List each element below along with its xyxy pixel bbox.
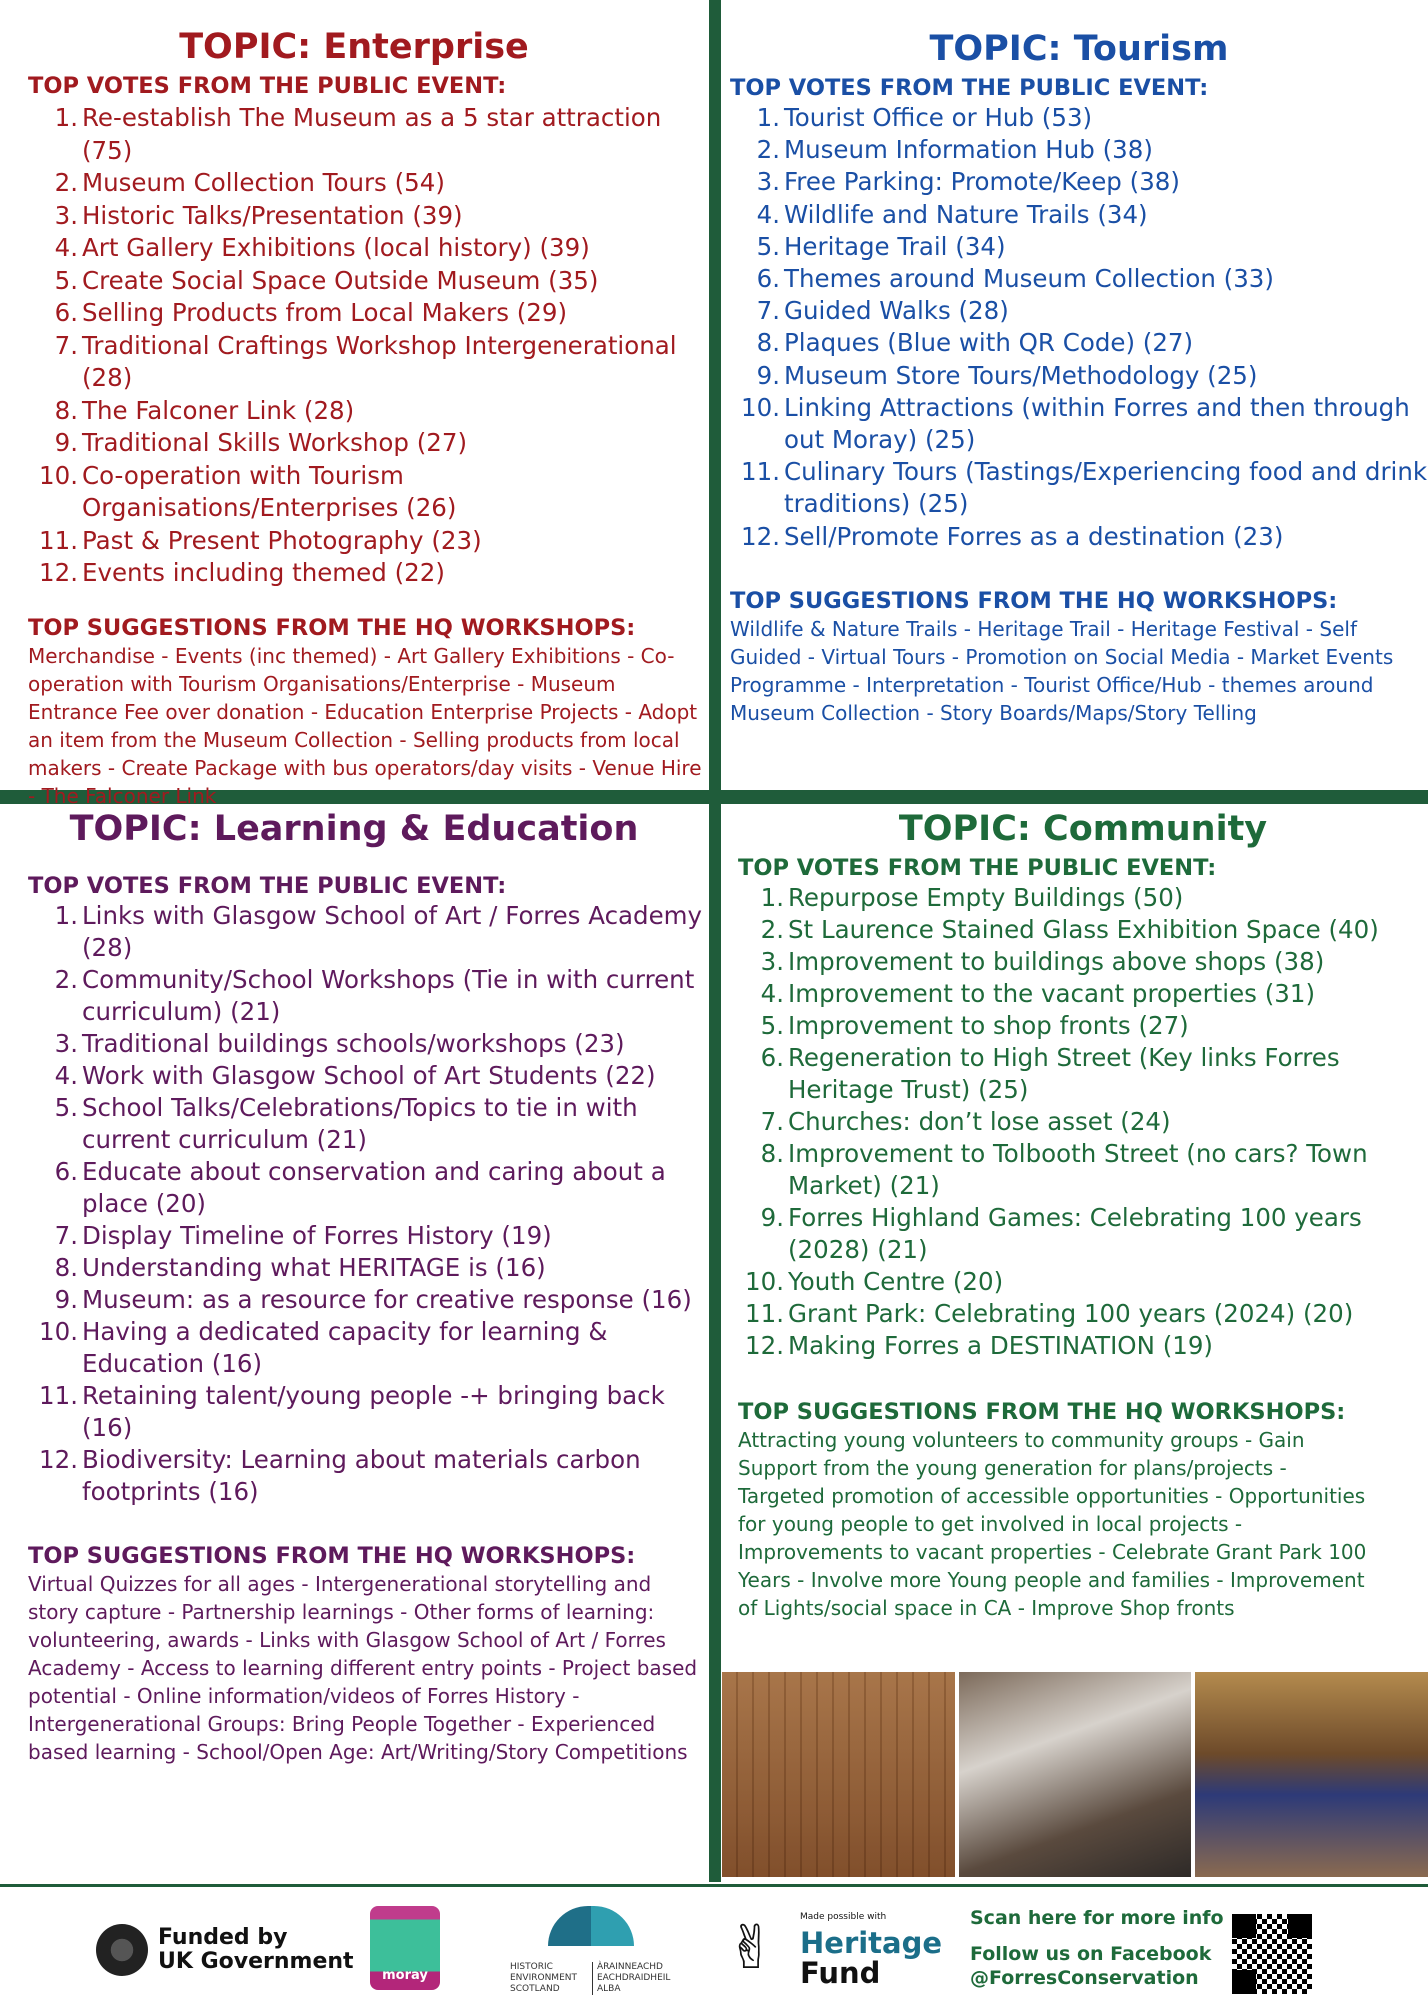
list-number: 1.	[54, 103, 78, 132]
list-text: St Laurence Stained Glass Exhibition Space (40)	[788, 915, 1379, 944]
footer	[0, 1888, 1428, 2000]
list-item	[28, 102, 708, 167]
list-item	[28, 395, 708, 428]
list-item	[738, 1042, 1428, 1106]
learning-votes-list	[28, 900, 708, 1508]
community-votes-heading: TOP VOTES FROM THE PUBLIC EVENT:	[738, 855, 1217, 881]
learning-suggestions-text: Virtual Quizzes for all ages - Intergenerational storytelling and story capture - Partnership learnings - Other forms of learning: volunteering, awards - Links with Glasgow School of Art / Forres Academy - Access to learning different entry points - Project based potential - Online information/videos of Forres History - Intergenerational Groups: Bring People Together - Experienced based learning - School/Open Age: Art/Writing/Story Competitions	[28, 1572, 698, 1764]
list-text: Improvement to buildings above shops (38)	[788, 947, 1325, 976]
list-text: Improvement to Tolbooth Street (no cars? Town Market) (21)	[788, 1139, 1368, 1200]
list-item	[28, 1156, 708, 1220]
enterprise-votes-list	[28, 102, 708, 590]
list-number: 10.	[39, 460, 78, 490]
list-text: Museum Information Hub (38)	[784, 135, 1153, 165]
list-item	[28, 460, 708, 525]
list-text: Guided Walks (28)	[784, 296, 1009, 326]
moray-council-logo: moray	[370, 1906, 440, 1990]
list-item	[28, 330, 708, 395]
list-text: Museum: as a resource for creative response (16)	[82, 1285, 692, 1314]
list-number: 6.	[760, 1043, 784, 1072]
list-number: 7.	[756, 296, 780, 326]
funded-by-uk-gov	[158, 1926, 354, 1974]
heritage-fund-small-text: Made possible with	[800, 1912, 887, 1922]
list-item	[730, 295, 1428, 327]
list-item	[28, 557, 708, 590]
tourism-votes-heading: TOP VOTES FROM THE PUBLIC EVENT:	[730, 75, 1209, 101]
list-item	[730, 166, 1428, 198]
list-text: Re-establish The Museum as a 5 star attraction (75)	[82, 103, 662, 165]
community-section	[722, 804, 1428, 1674]
list-item	[738, 1010, 1428, 1042]
list-text: Traditional Skills Workshop (27)	[82, 428, 468, 457]
list-text: Sell/Promote Forres as a destination (23)	[784, 521, 1284, 551]
list-number: 3.	[54, 200, 78, 230]
list-item	[738, 1106, 1428, 1138]
vertical-divider	[709, 0, 721, 1882]
list-number: 3.	[756, 167, 780, 197]
list-item	[28, 200, 708, 233]
community-title: TOPIC: Community	[898, 809, 1268, 849]
list-item	[738, 914, 1428, 946]
list-text: Churches: don’t lose asset (24)	[788, 1107, 1171, 1136]
list-text: Making Forres a DESTINATION (19)	[788, 1331, 1213, 1360]
funded-line-1: Funded by	[158, 1925, 288, 1950]
list-text: The Falconer Link (28)	[82, 395, 355, 425]
tourism-votes-list	[730, 102, 1428, 553]
list-text: Wildlife and Nature Trails (34)	[784, 199, 1148, 229]
list-item	[28, 1444, 708, 1508]
list-number: 9.	[54, 428, 78, 457]
list-text: Create Social Space Outside Museum (35)	[82, 265, 599, 295]
list-text: Repurpose Empty Buildings (50)	[788, 883, 1184, 912]
community-votes-list	[738, 882, 1428, 1362]
list-item	[28, 265, 708, 298]
funded-line-2: UK Government	[158, 1949, 354, 1974]
list-item	[730, 263, 1428, 295]
list-text: Past & Present Photography (23)	[82, 525, 482, 555]
list-number: 3.	[54, 1029, 78, 1058]
heritage-fund-heritage: Heritage	[800, 1926, 943, 1960]
list-item	[730, 199, 1428, 231]
list-number: 12.	[741, 521, 780, 551]
list-text: Youth Centre (20)	[788, 1267, 1004, 1296]
list-item	[28, 232, 708, 265]
list-item	[28, 900, 708, 964]
list-number: 2.	[54, 965, 78, 994]
list-text: Work with Glasgow School of Art Students (22)	[82, 1061, 656, 1090]
list-item	[730, 102, 1428, 134]
list-item	[730, 134, 1428, 166]
list-item	[28, 427, 708, 460]
list-number: 7.	[54, 1221, 78, 1250]
list-number: 7.	[54, 330, 78, 360]
list-text: Themes around Museum Collection (33)	[784, 264, 1274, 294]
list-item	[738, 1266, 1428, 1298]
learning-section	[0, 804, 708, 1882]
list-text: Links with Glasgow School of Art / Forres Academy (28)	[82, 901, 703, 962]
list-number: 2.	[756, 135, 780, 165]
follow-facebook: Follow us on Facebook	[970, 1943, 1212, 1965]
list-number: 2.	[760, 915, 784, 944]
list-text: Community/School Workshops (Tie in with current curriculum) (21)	[82, 965, 695, 1026]
tourism-section	[722, 0, 1428, 790]
event-photo	[959, 1672, 1192, 1877]
event-photo	[1195, 1672, 1428, 1877]
list-text: Events including themed (22)	[82, 558, 445, 587]
list-text: Museum Store Tours/Methodology (25)	[784, 360, 1258, 390]
list-text: Plaques (Blue with QR Code) (27)	[784, 328, 1194, 358]
list-item	[28, 167, 708, 200]
community-suggestions-heading: TOP SUGGESTIONS FROM THE HQ WORKSHOPS:	[738, 1399, 1346, 1425]
list-text: Understanding what HERITAGE is (16)	[82, 1253, 546, 1282]
list-number: 12.	[39, 1445, 78, 1474]
list-text: Educate about conservation and caring about a place (20)	[82, 1157, 666, 1218]
list-number: 1.	[54, 901, 78, 930]
list-text: Heritage Trail (34)	[784, 231, 1006, 261]
list-number: 4.	[54, 1061, 78, 1090]
list-item	[738, 946, 1428, 978]
list-item	[28, 1252, 708, 1284]
list-number: 8.	[760, 1139, 784, 1168]
list-item	[28, 525, 708, 558]
event-photo	[722, 1672, 955, 1877]
enterprise-suggestions-text: Merchandise - Events (inc themed) - Art Gallery Exhibitions - Co-operation with Tourism Organisations/Enterprise - Museum Entrance Fee over donation - Education Enterprise Projects - Adopt an item from the Museum Collection - Selling products from local makers - Create Package with bus operators/day visits - Venue Hire - The Falconer Link	[28, 643, 702, 808]
list-number: 9.	[760, 1203, 784, 1232]
list-item	[28, 1060, 708, 1092]
enterprise-section	[0, 0, 708, 808]
list-number: 11.	[39, 1381, 78, 1410]
list-number: 4.	[54, 233, 78, 262]
list-number: 12.	[745, 1331, 784, 1360]
list-number: 6.	[54, 1157, 78, 1186]
list-text: Grant Park: Celebrating 100 years (2024) (20)	[788, 1299, 1354, 1328]
list-text: Having a dedicated capacity for learning & Education (16)	[82, 1317, 608, 1378]
list-item	[28, 297, 708, 330]
list-item	[730, 231, 1428, 263]
list-number: 10.	[741, 392, 780, 422]
learning-title: TOPIC: Learning & Education	[69, 809, 639, 849]
community-suggestions-text: Attracting young volunteers to community groups - Gain Support from the young generation for plans/projects - Targeted promotion of accessible opportunities - Opportunities for young people to get involved in local projects - Improvements to vacant properties - Celebrate Grant Park 100 Years - Involve more Young people and families - Improvement of Lights/social space in CA - Improve Shop fronts	[738, 1428, 1367, 1620]
lottery-hand-icon: ✌	[726, 1913, 777, 1983]
list-item	[738, 1202, 1428, 1266]
footer-divider	[0, 1884, 1428, 1887]
event-photos	[722, 1672, 1428, 1877]
list-item	[28, 1092, 708, 1156]
learning-votes-heading: TOP VOTES FROM THE PUBLIC EVENT:	[28, 873, 507, 899]
crest-icon	[96, 1924, 148, 1976]
list-item	[738, 882, 1428, 914]
list-number: 10.	[39, 1317, 78, 1346]
list-item	[738, 1298, 1428, 1330]
list-number: 8.	[54, 395, 78, 425]
heritage-fund-fund: Fund	[800, 1956, 881, 1990]
list-number: 7.	[760, 1107, 784, 1136]
list-item	[28, 964, 708, 1028]
qr-code-icon[interactable]	[1232, 1914, 1312, 1994]
list-text: Traditional buildings schools/workshops (23)	[82, 1029, 625, 1058]
list-number: 5.	[756, 231, 780, 261]
list-number: 2.	[54, 168, 78, 197]
list-item	[730, 521, 1428, 553]
list-item	[28, 1220, 708, 1252]
list-number: 5.	[760, 1011, 784, 1040]
list-number: 6.	[756, 264, 780, 294]
learning-suggestions-heading: TOP SUGGESTIONS FROM THE HQ WORKSHOPS:	[28, 1543, 636, 1569]
list-number: 12.	[39, 558, 78, 587]
list-text: Art Gallery Exhibitions (local history) (39)	[82, 233, 590, 262]
list-text: Improvement to the vacant properties (31)	[788, 979, 1316, 1008]
list-text: Biodiversity: Learning about materials carbon footprints (16)	[82, 1445, 641, 1506]
list-number: 3.	[760, 947, 784, 976]
list-text: Historic Talks/Presentation (39)	[82, 200, 463, 230]
list-number: 8.	[54, 1253, 78, 1282]
hes-text-right: ÀRAINNEACHD EACHDRAIDHEIL ALBA	[592, 1962, 679, 1995]
list-number: 9.	[756, 360, 780, 390]
list-number: 8.	[756, 328, 780, 358]
enterprise-votes-heading: TOP VOTES FROM THE PUBLIC EVENT:	[28, 73, 507, 99]
list-number: 1.	[760, 883, 784, 912]
list-text: Linking Attractions (within Forres and then through out Moray) (25)	[784, 392, 1410, 455]
list-text: Traditional Craftings Workshop Intergenerational (28)	[82, 330, 677, 392]
enterprise-suggestions-heading: TOP SUGGESTIONS FROM THE HQ WORKSHOPS:	[28, 614, 636, 641]
hes-text-left: HISTORIC ENVIRONMENT SCOTLAND	[510, 1962, 577, 1994]
list-text: Display Timeline of Forres History (19)	[82, 1221, 552, 1250]
scan-text: Scan here for more info	[970, 1907, 1224, 1929]
list-text: Museum Collection Tours (54)	[82, 168, 445, 197]
list-item	[730, 392, 1428, 456]
list-number: 6.	[54, 298, 78, 327]
list-number: 11.	[741, 457, 780, 487]
list-text: Culinary Tours (Tastings/Experiencing food and drink traditions) (25)	[784, 457, 1428, 519]
list-text: Tourist Office or Hub (53)	[784, 103, 1093, 132]
list-number: 10.	[745, 1267, 784, 1296]
list-item	[730, 360, 1428, 392]
list-item	[28, 1028, 708, 1060]
list-item	[28, 1316, 708, 1380]
enterprise-title: TOPIC: Enterprise	[179, 27, 529, 67]
list-number: 11.	[745, 1299, 784, 1328]
tourism-title: TOPIC: Tourism	[929, 29, 1229, 69]
list-text: Improvement to shop fronts (27)	[788, 1011, 1189, 1040]
hes-logo-icon	[548, 1906, 634, 1946]
list-text: Co-operation with Tourism Organisations/Enterprises (26)	[82, 460, 457, 522]
list-text: Selling Products from Local Makers (29)	[82, 298, 568, 327]
list-text: Retaining talent/young people -+ bringing back (16)	[82, 1381, 665, 1442]
list-item	[738, 1330, 1428, 1362]
list-text: Forres Highland Games: Celebrating 100 years (2028) (21)	[788, 1203, 1362, 1264]
list-number: 5.	[54, 1093, 78, 1122]
list-number: 11.	[39, 525, 78, 555]
list-item	[730, 327, 1428, 359]
tourism-suggestions-heading: TOP SUGGESTIONS FROM THE HQ WORKSHOPS:	[730, 587, 1338, 614]
list-item	[28, 1284, 708, 1316]
list-text: School Talks/Celebrations/Topics to tie in with current curriculum (21)	[82, 1093, 638, 1154]
list-number: 4.	[756, 199, 780, 229]
list-item	[730, 456, 1428, 520]
list-text: Free Parking: Promote/Keep (38)	[784, 167, 1180, 197]
list-item	[738, 1138, 1428, 1202]
list-number: 5.	[54, 265, 78, 295]
list-number: 9.	[54, 1285, 78, 1314]
facebook-handle[interactable]: @ForresConservation	[970, 1967, 1199, 1989]
list-item	[738, 978, 1428, 1010]
list-number: 1.	[756, 103, 780, 132]
tourism-suggestions-text: Wildlife & Nature Trails - Heritage Trail - Heritage Festival - Self Guided - Virtual Tours - Promotion on Social Media - Market Events Programme - Interpretation - Tourist Office/Hub - themes around Museum Collection - Story Boards/Maps/Story Telling	[730, 616, 1394, 725]
list-item	[28, 1380, 708, 1444]
list-number: 4.	[760, 979, 784, 1008]
list-text: Regeneration to High Street (Key links Forres Heritage Trust) (25)	[788, 1043, 1340, 1104]
